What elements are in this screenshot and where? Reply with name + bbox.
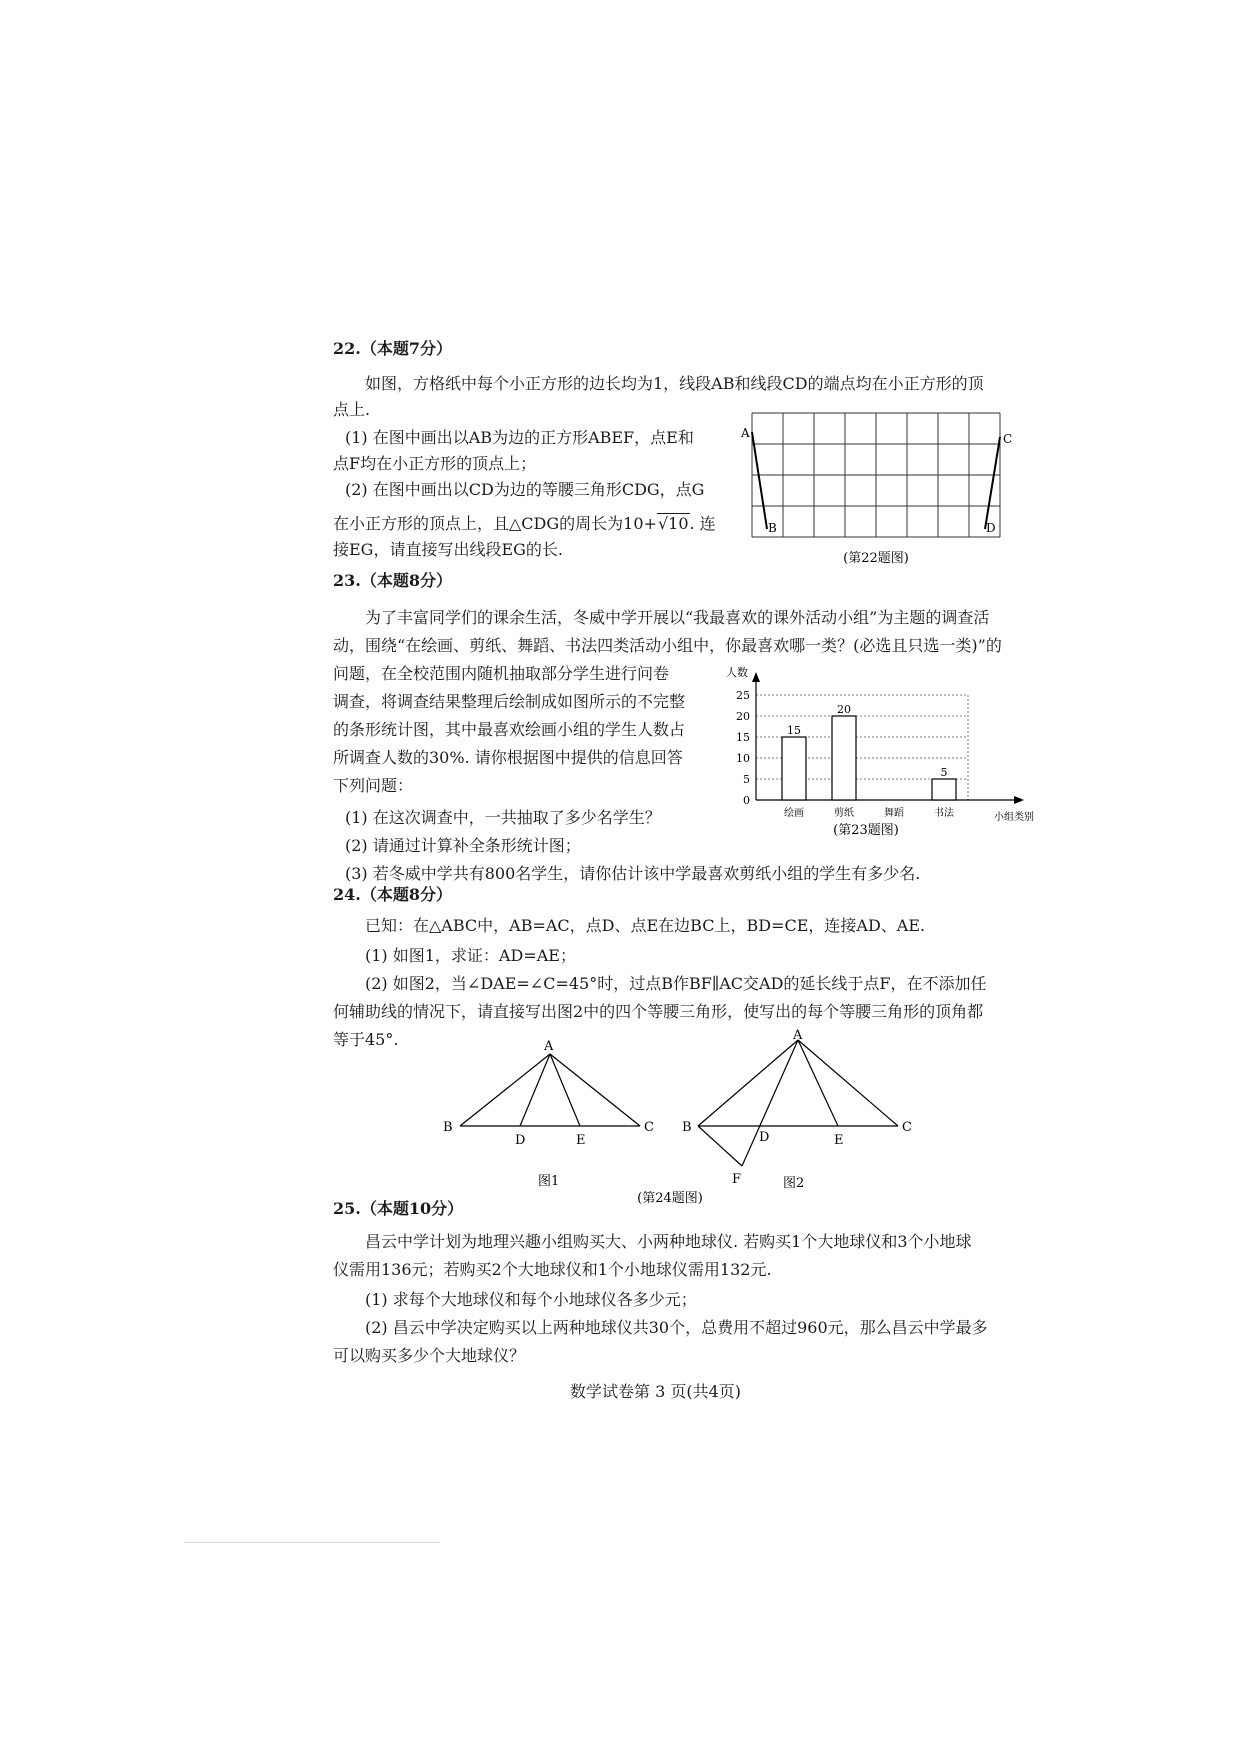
bar-绘画 — [782, 737, 806, 800]
q24-given: 已知：在△ABC中，AB=AC，点D、点E在边BC上，BD=CE，连接AD、AE. — [365, 916, 926, 935]
q23-sub1: (1) 在这次调查中，一共抽取了多少名学生？ — [345, 808, 661, 827]
label-a: A — [741, 426, 750, 440]
q22-part2-end: 接EG，请直接写出线段EG的长. — [333, 540, 564, 559]
page-footer: 数学试卷第 3 页(共4页) — [570, 1382, 742, 1401]
q22-intro-cont: 点上. — [333, 400, 371, 419]
q24-sub2-cont: 何辅助线的情况下，请直接写出图2中的四个等腰三角形，使写出的每个等腰三角形的顶角都 — [333, 1002, 984, 1021]
y-tick-20: 20 — [736, 710, 750, 723]
y-tick-5: 5 — [743, 773, 750, 786]
q22-part2-cont — [333, 512, 716, 536]
fig2-label-c: C — [902, 1120, 912, 1135]
q25-sub2-cont: 可以购买多少个大地球仪？ — [333, 1346, 526, 1365]
y-tick-15: 15 — [736, 731, 750, 744]
q23-intro: 为了丰富同学们的课余生活，冬威中学开展以“我最喜欢的课外活动小组”为主题的调查活 — [365, 608, 990, 627]
label-b: B — [768, 521, 777, 535]
data-label-书法: 5 — [940, 766, 948, 779]
x-axis-arrow — [1014, 796, 1024, 804]
fig1-label-b: B — [443, 1120, 453, 1135]
q23-header: 23.（本题8分） — [333, 571, 452, 590]
q23-line2: 调查，将调查结果整理后绘制成如图所示的不完整 — [333, 692, 686, 711]
q22-header: 22.（本题7分） — [333, 339, 452, 358]
q24-header: 24.（本题8分） — [333, 885, 452, 904]
q24-sub1: (1) 如图1，求证：AD=AE； — [365, 946, 576, 965]
q22-intro: 如图，方格纸中每个小正方形的边长均为1，线段AB和线段CD的端点均在小正方形的顶 — [365, 374, 984, 393]
x-axis-label: 小组类别 — [994, 812, 1034, 823]
fig1-label-a: A — [544, 1039, 554, 1054]
q25-line2: 仪需用136元；若购买2个大地球仪和1个小地球仪需用132元. — [333, 1260, 772, 1279]
x-tick-剪纸: 剪纸 — [834, 808, 854, 819]
fig2-label-b: B — [682, 1120, 692, 1135]
chart-caption: (第23题图) — [833, 823, 899, 838]
q24-caption: (第24题图) — [637, 1191, 703, 1206]
fig1-caption: 图1 — [538, 1174, 560, 1189]
fig1-label-d: D — [515, 1133, 526, 1148]
fig1-label-e: E — [576, 1133, 586, 1148]
q23-line5: 下列问题： — [333, 776, 414, 795]
q25-header: 25.（本题10分） — [333, 1199, 464, 1218]
q25-sub1: (1) 求每个大地球仪和每个小地球仪各多少元； — [365, 1290, 697, 1309]
fig2-label-a: A — [793, 1028, 803, 1043]
label-c: C — [1003, 432, 1013, 446]
q22-grid-figure — [740, 405, 1020, 575]
y-tick-10: 10 — [736, 752, 750, 765]
y-axis-label: 人数 — [726, 666, 748, 679]
scan-divider — [185, 1542, 440, 1543]
segment-cd — [985, 437, 1000, 529]
q23-line4: 所调查人数的30%. 请你根据图中提供的信息回答 — [333, 748, 683, 767]
fig2-label-f: F — [732, 1172, 742, 1187]
q22-part1: (1) 在图中画出以AB为边的正方形ABEF，点E和 — [345, 428, 694, 447]
bar-书法 — [932, 779, 956, 800]
figure-1 — [460, 1054, 640, 1126]
y-axis-arrow — [752, 672, 760, 682]
label-d: D — [986, 521, 996, 535]
x-tick-书法: 书法 — [934, 808, 954, 819]
figure-2 — [698, 1040, 898, 1166]
q23-line1: 问题，在全校范围内随机抽取部分学生进行问卷 — [333, 664, 670, 683]
fig2-caption: 图2 — [783, 1176, 805, 1191]
q23-intro-cont: 动，围绕“在绘画、剪纸、舞蹈、书法四类活动小组中，你最喜欢哪一类？(必选且只选一类)”的 — [333, 636, 1002, 655]
q23-sub2: (2) 请通过计算补全条形统计图； — [345, 836, 581, 855]
fig2-label-e: E — [834, 1133, 844, 1148]
q25-sub2: (2) 昌云中学决定购买以上两种地球仪共30个，总费用不超过960元，那么昌云中学最多 — [365, 1318, 988, 1337]
x-tick-舞蹈: 舞蹈 — [884, 808, 904, 819]
fig2-label-d: D — [759, 1130, 770, 1145]
y-tick-0: 0 — [743, 794, 750, 807]
q22-perimeter-tail: . 连 — [689, 514, 716, 533]
data-label-绘画: 15 — [787, 724, 801, 737]
segment-ab — [752, 432, 767, 529]
grid-lines — [752, 413, 1000, 537]
bar-剪纸 — [832, 716, 856, 800]
data-label-剪纸: 20 — [837, 703, 851, 716]
y-tick-25: 25 — [736, 689, 750, 702]
q23-bar-chart — [722, 662, 1034, 838]
q22-perimeter-text: 在小正方形的顶点上，且△CDG的周长为10+ — [333, 514, 657, 533]
q23-line3: 的条形统计图，其中最喜欢绘画小组的学生人数占 — [333, 720, 686, 739]
q23-sub3: (3) 若冬威中学共有800名学生，请你估计该中学最喜欢剪纸小组的学生有多少名. — [345, 864, 921, 883]
fig1-label-c: C — [644, 1120, 654, 1135]
q22-part2: (2) 在图中画出以CD为边的等腰三角形CDG，点G — [345, 480, 705, 499]
q24-figures — [430, 1028, 1030, 1206]
x-tick-绘画: 绘画 — [784, 808, 804, 819]
q25-line1: 昌云中学计划为地理兴趣小组购买大、小两种地球仪. 若购买1个大地球仪和3个小地球 — [365, 1232, 972, 1251]
q24-sub2-end: 等于45°. — [333, 1030, 399, 1049]
sqrt-expression: √10 — [657, 514, 689, 533]
q22-part1-cont: 点F均在小正方形的顶点上； — [333, 454, 537, 473]
q24-sub2: (2) 如图2，当∠DAE=∠C=45°时，过点B作BF∥AC交AD的延长线于点F，在不添加任 — [365, 974, 987, 993]
q22-caption: (第22题图) — [843, 551, 909, 566]
